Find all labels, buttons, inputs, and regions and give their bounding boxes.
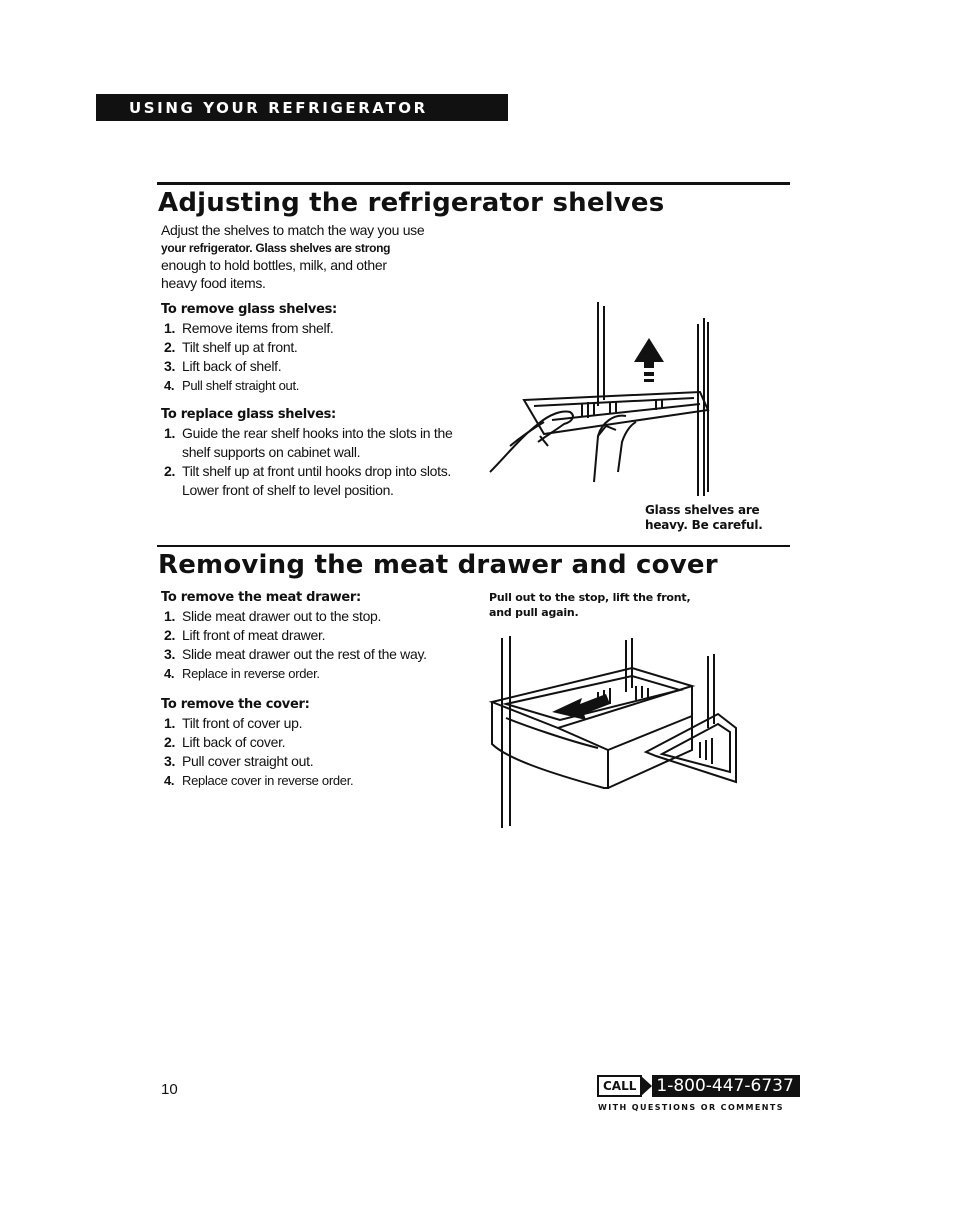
meat-drawer-caption: Pull out to the stop, lift the front, and pull again.: [489, 591, 691, 619]
arrow-up-icon: [634, 338, 664, 382]
list-item: 2. Tilt shelf up at front until hooks drop into slots. Lower front of shelf to level position.: [164, 463, 451, 498]
list-item: 2. Lift back of cover.: [164, 734, 286, 750]
remove-shelves-heading: To remove glass shelves:: [161, 302, 337, 317]
list-item: 2. Lift front of meat drawer.: [164, 627, 326, 643]
call-arrow-icon: [640, 1075, 652, 1097]
replace-shelves-steps: [161, 424, 471, 500]
list-item: 4. Replace cover in reverse order.: [164, 773, 354, 788]
call-subtext: WITH QUESTIONS OR COMMENTS: [598, 1103, 784, 1112]
shelf-removal-illustration: [486, 296, 726, 498]
list-item: 3. Lift back of shelf.: [164, 358, 282, 374]
meat-drawer-illustration: [486, 632, 742, 830]
remove-cover-block: [161, 696, 471, 790]
meat-drawer-title: Removing the meat drawer and cover: [158, 550, 718, 580]
shelves-caption: Glass shelves are heavy. Be careful.: [645, 503, 763, 532]
list-item: 2. Tilt shelf up at front.: [164, 339, 298, 355]
page-number: 10: [161, 1081, 178, 1098]
remove-shelves-steps: [161, 319, 471, 395]
section-title: USING YOUR REFRIGERATOR: [129, 98, 428, 117]
list-item: 1. Tilt front of cover up.: [164, 715, 303, 731]
remove-cover-steps: [161, 714, 471, 790]
remove-drawer-steps: [161, 607, 471, 683]
remove-drawer-block: [161, 589, 471, 683]
list-item: 1. Guide the rear shelf hooks into the slots in the shelf supports on cabinet wall.: [164, 425, 453, 460]
remove-drawer-heading: To remove the meat drawer:: [161, 590, 361, 605]
shelves-top-rule: [157, 182, 790, 185]
meat-drawer-top-rule: [157, 545, 790, 547]
intro-line-1: Adjust the shelves to match the way you use: [161, 222, 425, 238]
intro-line-4: heavy food items.: [161, 274, 266, 291]
replace-shelves-heading: To replace glass shelves:: [161, 407, 336, 422]
list-item: 3. Slide meat drawer out the rest of the way.: [164, 646, 427, 662]
list-item: 1. Slide meat drawer out to the stop.: [164, 608, 382, 624]
shelves-title: Adjusting the refrigerator shelves: [158, 188, 665, 218]
call-box: [597, 1075, 800, 1097]
list-item: 1. Remove items from shelf.: [164, 320, 334, 336]
phone-number: 1-800-447-6737: [652, 1075, 799, 1097]
list-item: 3. Pull cover straight out.: [164, 753, 314, 769]
intro-line-3: enough to hold bottles, milk, and other: [161, 257, 387, 273]
remove-cover-heading: To remove the cover:: [161, 697, 310, 712]
arrow-out-icon: [552, 694, 610, 720]
call-label: CALL: [597, 1075, 642, 1097]
list-item: 4. Pull shelf straight out.: [164, 378, 300, 393]
shelves-intro: [161, 222, 471, 292]
remove-shelves-block: [161, 301, 471, 395]
list-item: 4. Replace in reverse order.: [164, 666, 320, 681]
replace-shelves-block: [161, 406, 471, 500]
section-header-bar: [96, 94, 508, 121]
intro-line-2: your refrigerator. Glass shelves are strong: [161, 240, 391, 255]
